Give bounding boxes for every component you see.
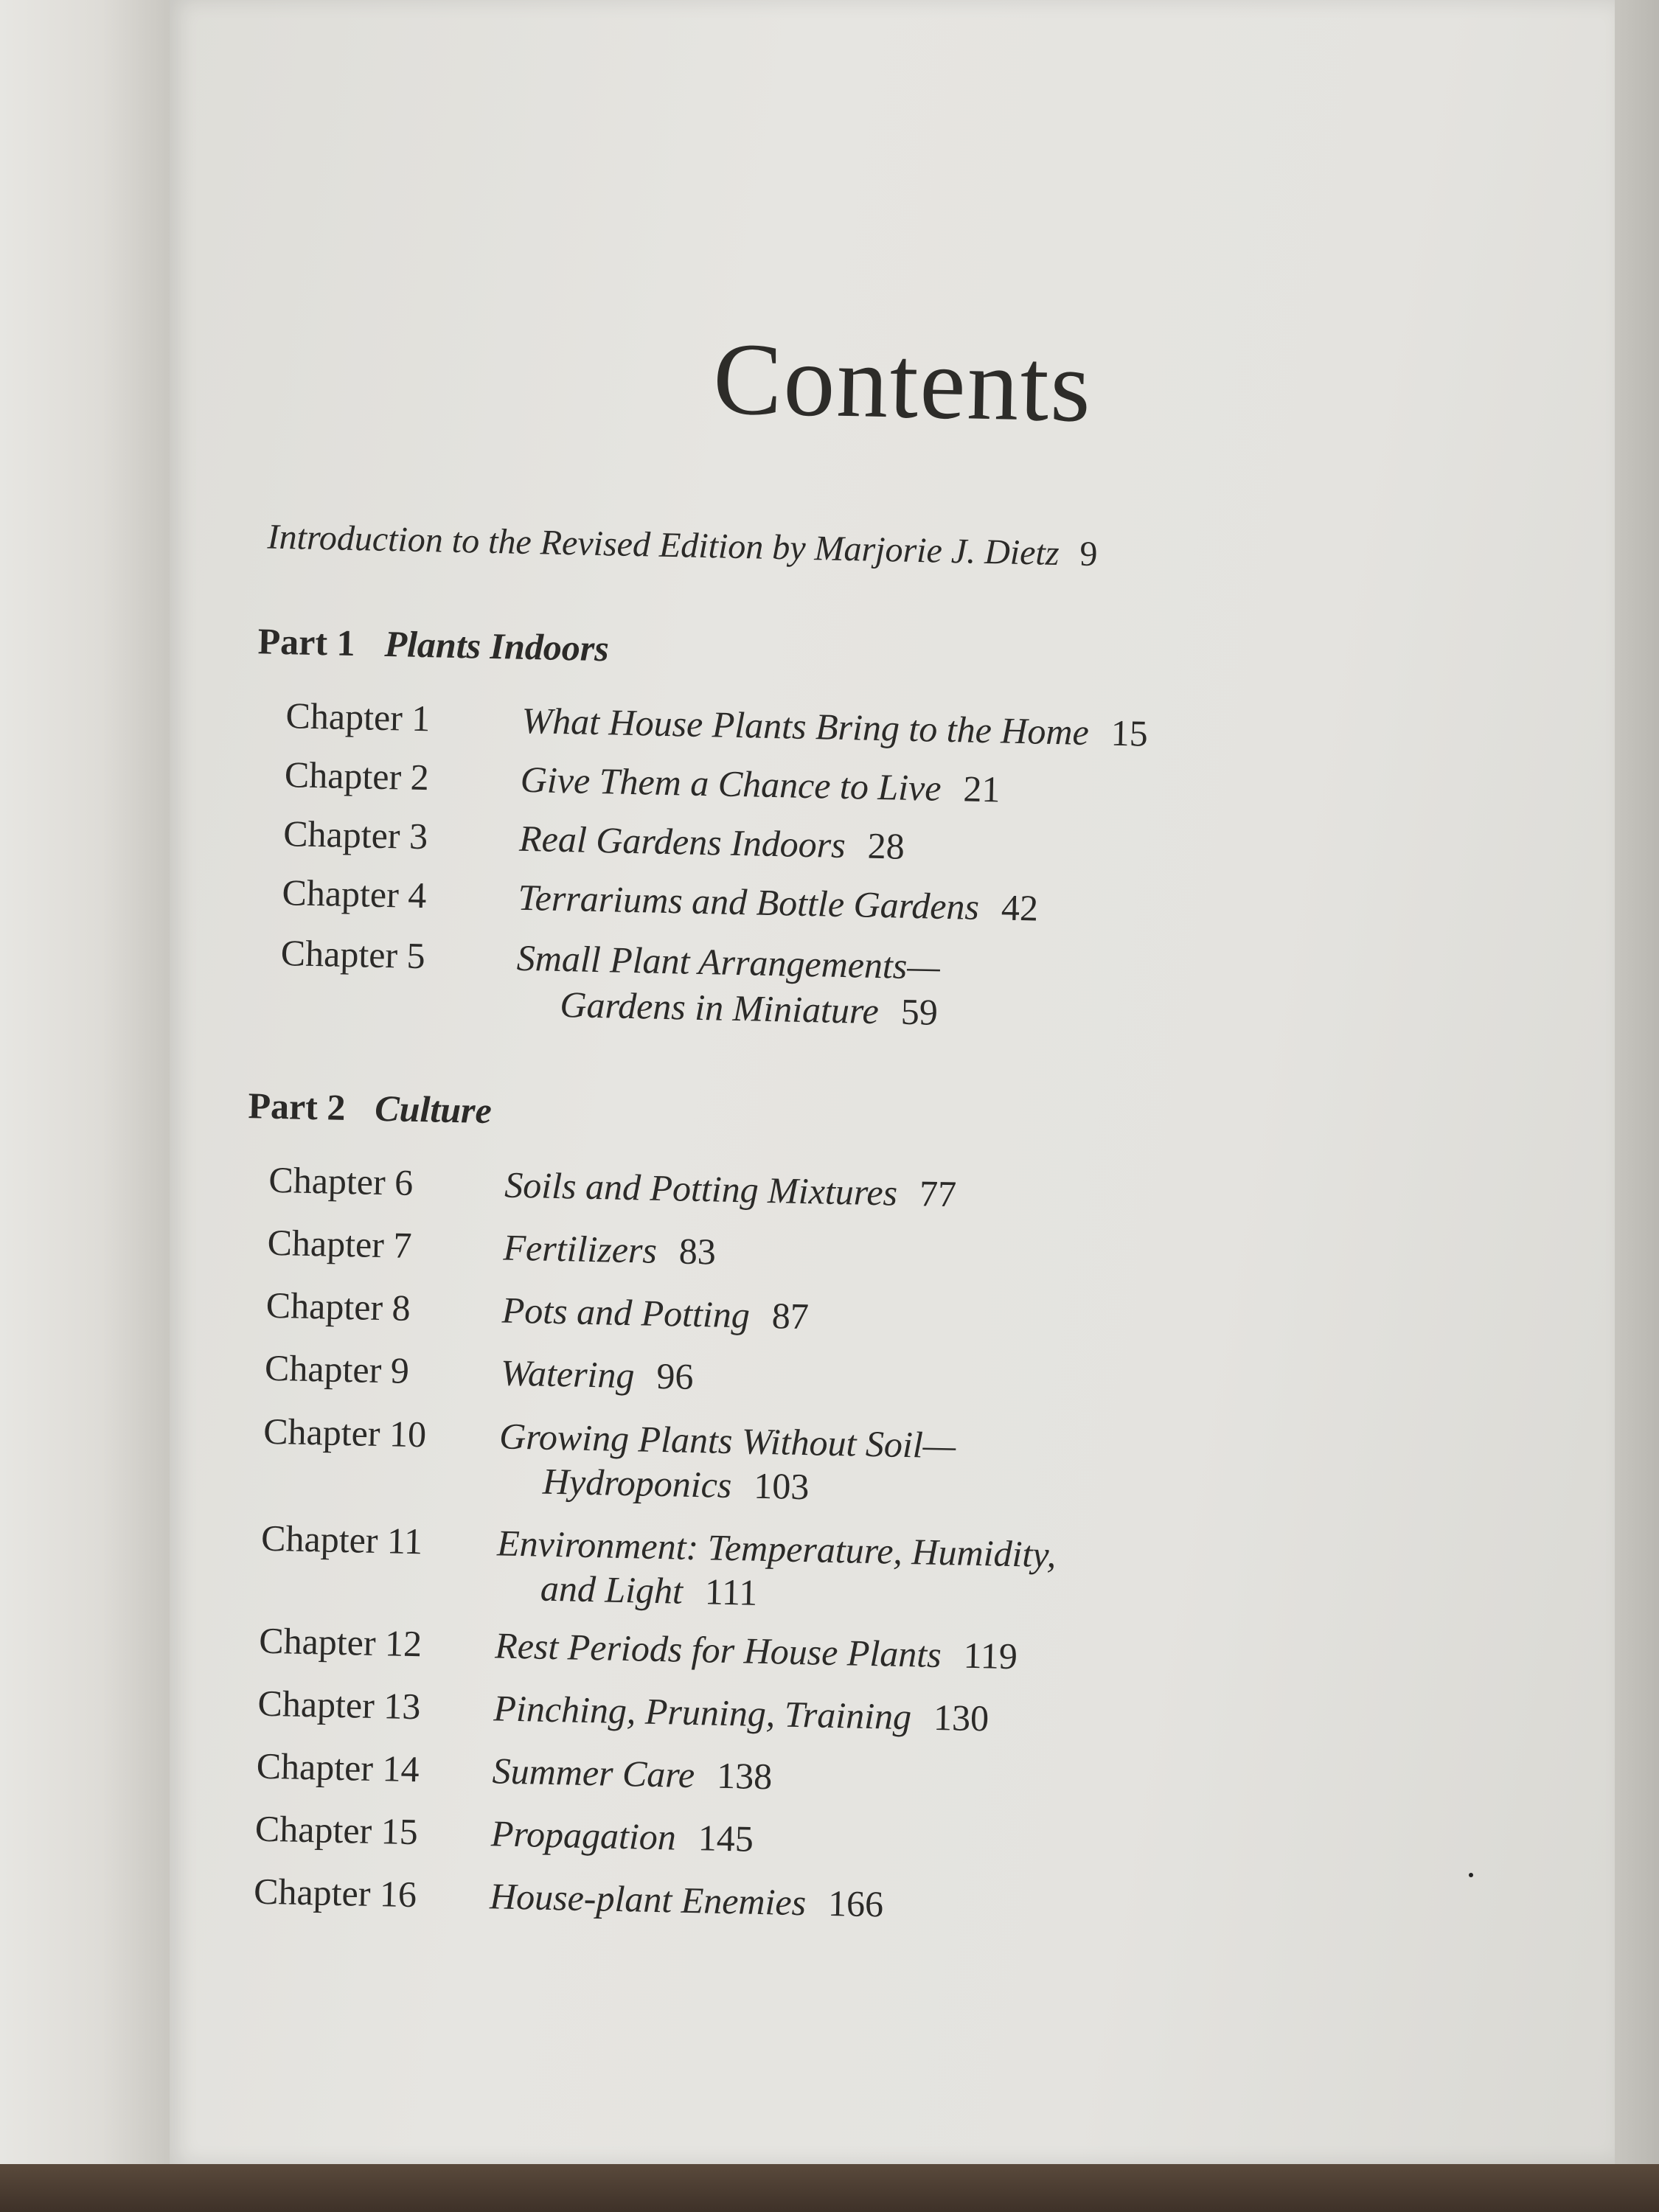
chapter-page: 42 [1001, 886, 1039, 929]
chapter-number: 16 [379, 1873, 417, 1916]
chapter-page: 77 [919, 1172, 957, 1215]
chapter-title: Small Plant Arrangements— [516, 936, 941, 987]
chapter-label: Chapter [280, 932, 398, 976]
chapter-label: Chapter [282, 813, 401, 857]
chapter-label: Chapter [265, 1284, 383, 1329]
chapter-page: 21 [962, 768, 1001, 810]
chapter-label: Chapter [258, 1619, 377, 1663]
chapter-title: Fertilizers [503, 1226, 658, 1271]
chapter-number: 10 [389, 1413, 427, 1455]
chapter-number: 1 [411, 697, 431, 740]
chapter-page: 138 [716, 1754, 773, 1798]
chapter-entry-5 [279, 930, 940, 1035]
chapter-page: 96 [655, 1354, 695, 1397]
chapter-title-continued: Hydroponics [542, 1460, 732, 1506]
chapter-page: 87 [771, 1295, 810, 1338]
chapter-number: 12 [384, 1622, 422, 1665]
chapter-title: Terrariums and Bottle Gardens [517, 876, 980, 928]
chapter-title: Watering [500, 1352, 636, 1397]
chapter-title: Real Gardens Indoors [518, 817, 846, 866]
part-heading-2 [248, 1084, 492, 1132]
speck [1469, 1873, 1473, 1877]
chapter-label: Chapter [267, 1221, 385, 1266]
chapter-title: Rest Periods for House Plants [494, 1624, 942, 1676]
intro-page: 9 [1079, 534, 1099, 574]
chapter-number: 8 [392, 1287, 411, 1329]
part-number: Part 2 [247, 1085, 347, 1128]
chapter-title: Growing Plants Without Soil— [498, 1415, 956, 1467]
chapter-label: Chapter [256, 1745, 374, 1789]
chapter-page: 145 [698, 1817, 754, 1860]
chapter-title: Pots and Potting [501, 1289, 751, 1336]
right-page-edge [1615, 0, 1659, 2212]
chapter-label: Chapter [262, 1410, 381, 1455]
chapter-page: 59 [900, 990, 939, 1033]
chapter-page: 15 [1110, 712, 1149, 754]
chapter-number: 13 [383, 1685, 421, 1728]
chapter-number: 2 [410, 756, 430, 799]
chapter-title: What House Plants Bring to the Home [521, 699, 1090, 753]
chapter-title: House-plant Enemies [489, 1875, 807, 1924]
left-page-edge [0, 0, 170, 2212]
chapter-entry-11 [260, 1516, 1057, 1621]
chapter-label: Chapter [253, 1870, 372, 1914]
chapter-page: 130 [933, 1696, 990, 1739]
chapter-page: 111 [704, 1571, 758, 1613]
chapter-number: 5 [406, 934, 426, 977]
chapter-label: Chapter [257, 1682, 375, 1726]
chapter-label: Chapter [264, 1346, 382, 1391]
chapter-label: Chapter [284, 754, 402, 798]
chapter-title: Pinching, Pruning, Training [493, 1687, 912, 1738]
chapter-number: 14 [381, 1747, 420, 1790]
intro-title: Introduction to the Revised Edition by Marjorie J. Dietz [267, 517, 1060, 574]
chapter-label: Chapter [268, 1158, 386, 1203]
chapter-page: 166 [827, 1882, 884, 1925]
chapter-number: 11 [386, 1520, 423, 1562]
chapter-page: 83 [678, 1230, 717, 1273]
chapter-title-continued: Gardens in Miniature [559, 984, 880, 1032]
chapter-title: Environment: Temperature, Humidity, [496, 1522, 1057, 1576]
part-name: Plants Indoors [384, 622, 610, 669]
chapter-label: Chapter [282, 872, 400, 916]
chapter-number: 15 [380, 1810, 419, 1853]
chapter-title-continued: and Light [540, 1567, 684, 1612]
chapter-label: Chapter [254, 1807, 372, 1851]
chapter-label: Chapter [260, 1517, 379, 1561]
chapter-label: Chapter [285, 695, 403, 739]
part-name: Culture [374, 1087, 493, 1132]
chapter-entry-10 [262, 1409, 956, 1512]
chapter-number: 9 [390, 1349, 410, 1391]
chapter-title: Propagation [490, 1812, 677, 1858]
chapter-number: 3 [408, 815, 428, 858]
chapter-title: Summer Care [492, 1750, 695, 1796]
part-heading-1 [257, 619, 609, 669]
chapter-title: Soils and Potting Mixtures [504, 1164, 898, 1214]
part-number: Part 1 [257, 620, 356, 664]
page-title: Contents [712, 321, 1093, 444]
chapter-page: 103 [753, 1464, 810, 1508]
chapter-title: Give Them a Chance to Live [520, 758, 942, 809]
chapter-number: 7 [392, 1224, 413, 1266]
chapter-entry-9 [265, 1346, 695, 1398]
chapter-number: 6 [394, 1161, 414, 1203]
chapter-page: 119 [963, 1634, 1018, 1677]
table-surface [0, 2164, 1659, 2212]
chapter-page: 28 [867, 824, 905, 867]
chapter-number: 4 [407, 874, 427, 917]
